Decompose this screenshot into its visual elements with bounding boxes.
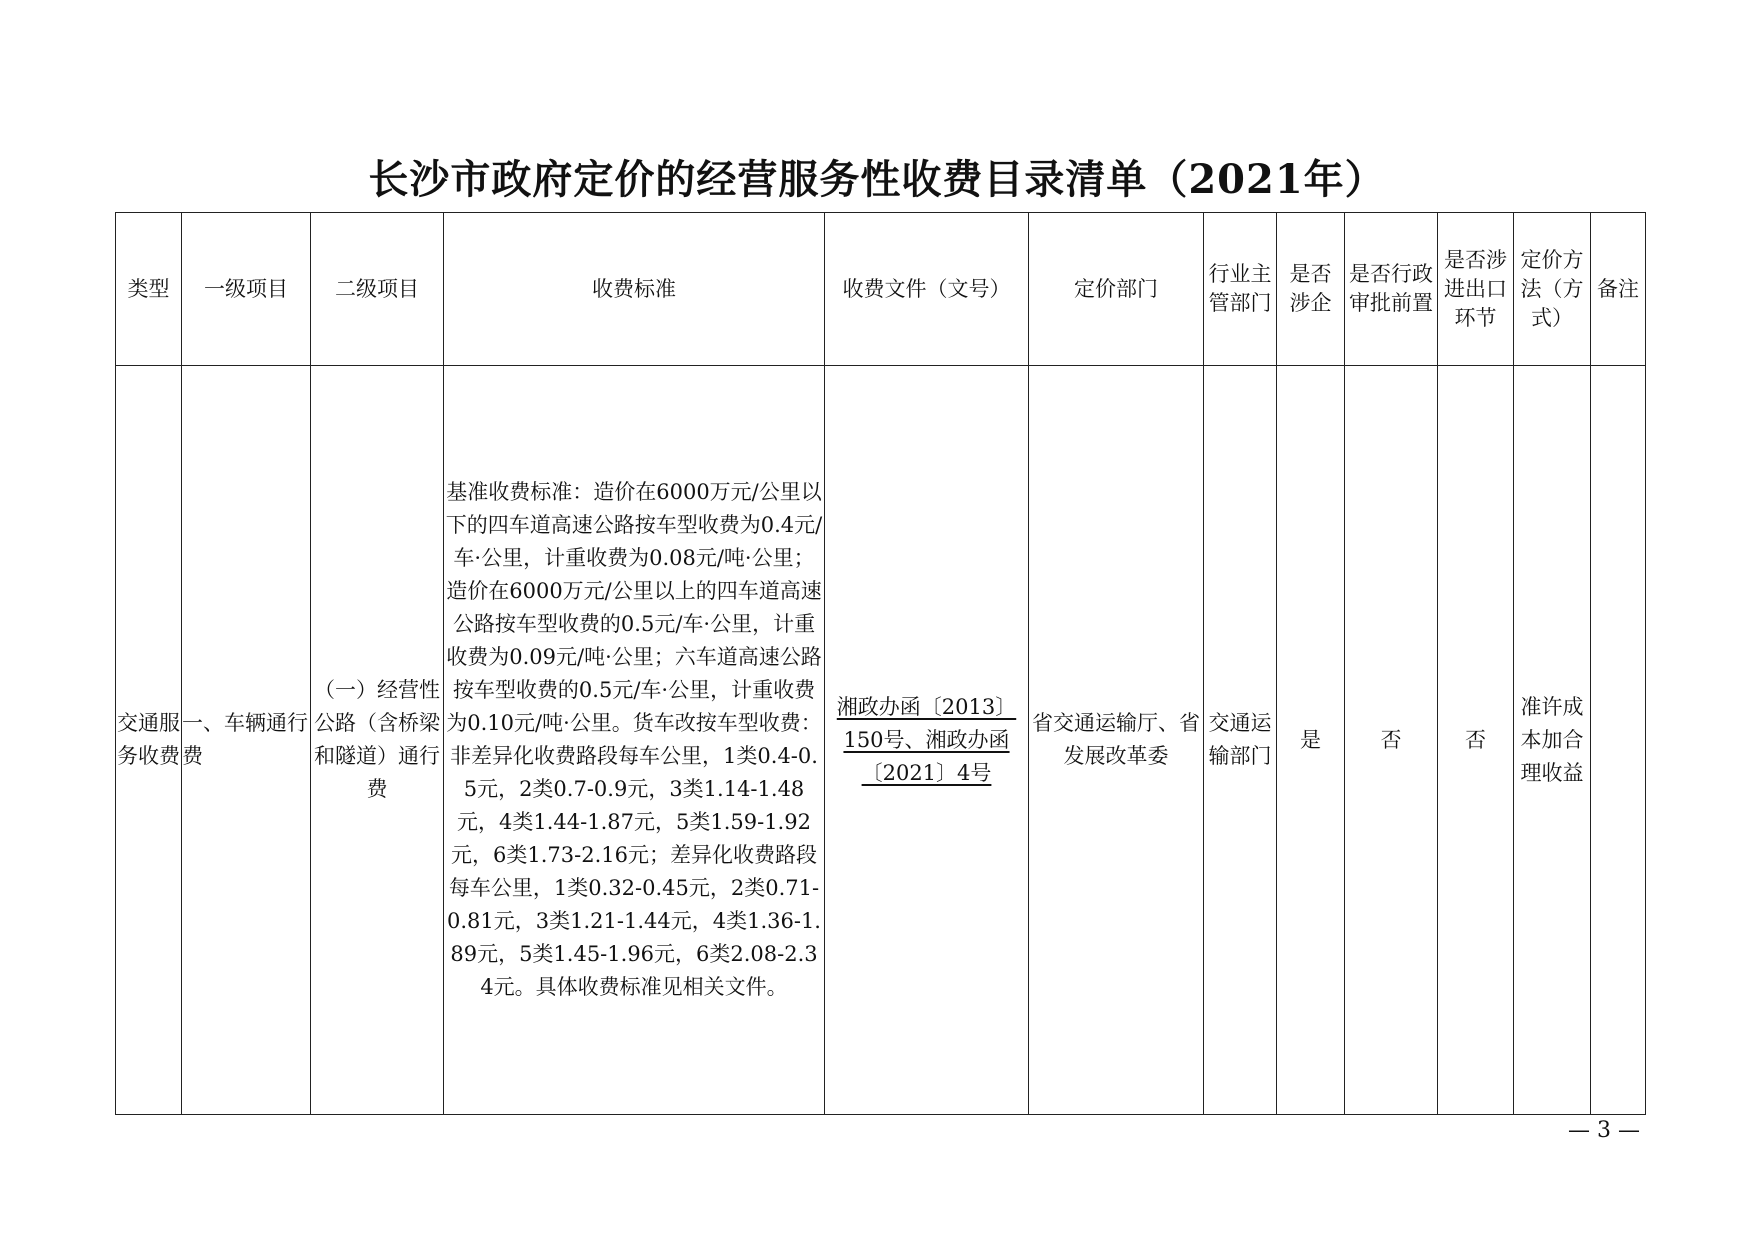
cell-admin-approval: 否: [1345, 366, 1438, 1115]
header-level1: 一级项目: [182, 213, 311, 366]
page-number: — 3 —: [1568, 1118, 1640, 1143]
header-document: 收费文件（文号）: [825, 213, 1029, 366]
header-admin-approval: 是否行政审批前置: [1345, 213, 1438, 366]
cell-level1: 一、车辆通行费: [182, 366, 311, 1115]
header-industry-dept: 行业主管部门: [1204, 213, 1277, 366]
cell-remarks: [1591, 366, 1646, 1115]
cell-standard: 基准收费标准：造价在6000万元/公里以下的四车道高速公路按车型收费为0.4元/车·公里，计重收费为0.08元/吨·公里；造价在6000万元/公里以上的四车道高速公路按车型收费的0.5元/车·公里，计重收费为0.09元/吨·公里；六车道高速公路按车型收费的0.5元/车·公里，计重收费为0.10元/吨·公里。货车改按车型收费：非差异化收费路段每车公里，1类0.4-0.5元，2类0.7-0.9元，3类1.14-1.48元，4类1.44-1.87元，5类1.59-1.92元，6类1.73-2.16元；差异化收费路段每车公里，1类0.32-0.45元，2类0.71-0.81元，3类1.21-1.44元，4类1.36-1.89元，5类1.45-1.96元，6类2.08-2.34元。具体收费标准见相关文件。: [444, 366, 825, 1115]
document-link[interactable]: 湘政办函〔2013〕150号、湘政办函〔2021〕4号: [836, 694, 1017, 785]
cell-industry-dept: 交通运输部门: [1204, 366, 1277, 1115]
cell-import-export: 否: [1438, 366, 1514, 1115]
header-import-export: 是否涉进出口环节: [1438, 213, 1514, 366]
cell-level2: （一）经营性公路（含桥梁和隧道）通行费: [311, 366, 444, 1115]
cell-type: 交通服务收费: [116, 366, 182, 1115]
fee-catalog-table: [115, 212, 1646, 1115]
page-title: 长沙市政府定价的经营服务性收费目录清单（2021年）: [368, 156, 1386, 203]
header-remarks: 备注: [1591, 213, 1646, 366]
cell-involves-enterprise: 是: [1277, 366, 1345, 1115]
header-involves-enterprise: 是否涉企: [1277, 213, 1345, 366]
header-pricing-dept: 定价部门: [1029, 213, 1204, 366]
header-level2: 二级项目: [311, 213, 444, 366]
header-row: [116, 213, 1646, 366]
table-row: [116, 366, 1646, 1115]
cell-pricing-method: 准许成本加合理收益: [1514, 366, 1591, 1115]
cell-pricing-dept: 省交通运输厅、省发展改革委: [1029, 366, 1204, 1115]
header-type: 类型: [116, 213, 182, 366]
cell-document: [825, 366, 1029, 1115]
header-pricing-method: 定价方法（方式）: [1514, 213, 1591, 366]
header-standard: 收费标准: [444, 213, 825, 366]
